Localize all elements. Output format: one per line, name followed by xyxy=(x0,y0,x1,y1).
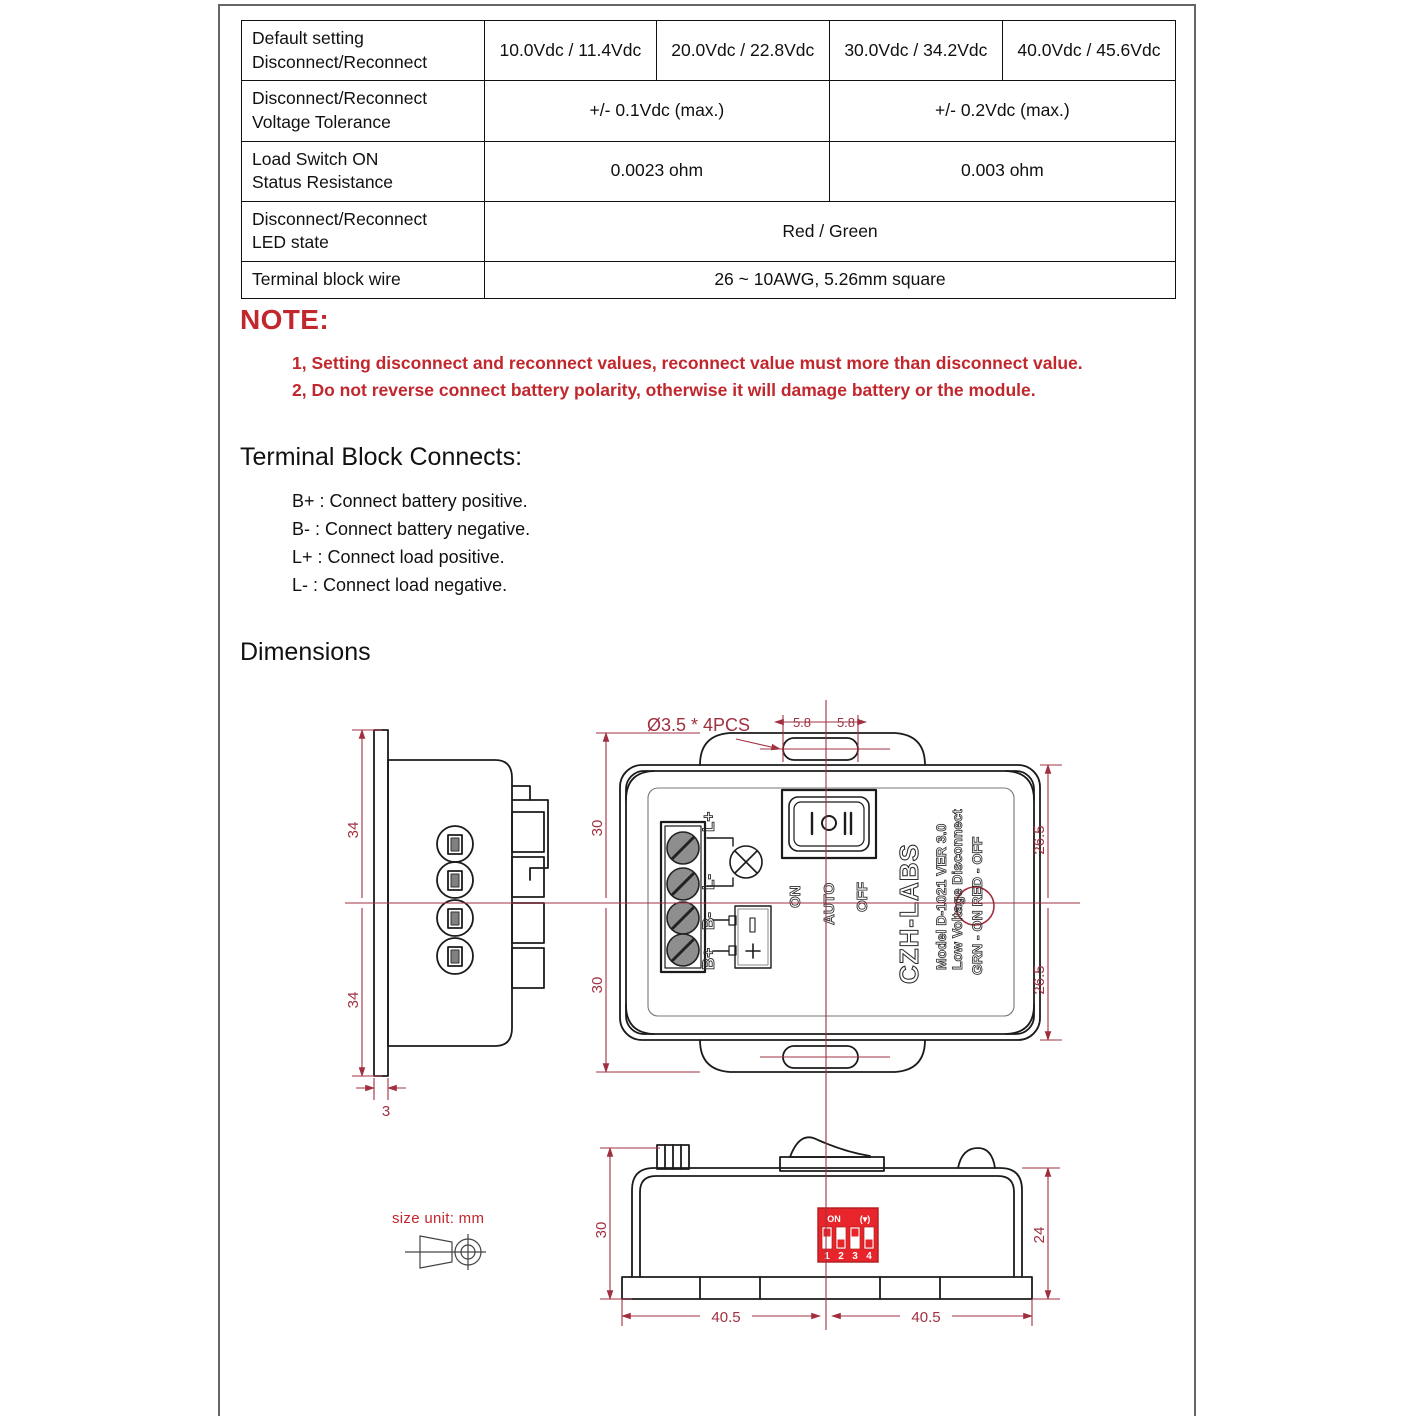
cell-value: Red / Green xyxy=(485,201,1176,261)
note-heading: NOTE: xyxy=(240,304,330,335)
terminal-label: L- xyxy=(699,873,718,890)
list-item: L+ : Connect load positive. xyxy=(292,546,505,567)
switch-label-on: ON xyxy=(787,885,804,908)
brand-label: CZH-LABS xyxy=(894,843,924,984)
note-item: 2, Do not reverse connect battery polarity, otherwise it will damage battery or the module. xyxy=(292,380,1036,401)
terminal-block-heading: Terminal Block Connects: xyxy=(240,443,523,471)
terminal-label: B- xyxy=(699,912,718,930)
dim-front-height-right: 24 xyxy=(1031,1226,1048,1244)
note-item: 1, Setting disconnect and reconnect values, reconnect value must more than disconnect value. xyxy=(292,353,1083,373)
dip-number: 2 xyxy=(838,1251,844,1262)
dip-switch xyxy=(818,1208,878,1262)
cell-value: 0.0023 ohm xyxy=(485,141,830,201)
row-label-line1: Terminal block wire xyxy=(252,269,401,289)
dimensions-heading: Dimensions xyxy=(240,638,371,666)
cell-value: +/- 0.2Vdc (max.) xyxy=(829,81,1175,141)
cell-value: 0.003 ohm xyxy=(829,141,1175,201)
dim-top-left-lower: 30 xyxy=(589,976,606,994)
dim-front-width-left: 40.5 xyxy=(711,1309,741,1326)
dip-number: 3 xyxy=(852,1251,858,1262)
hole-note: Ø3.5 * 4PCS xyxy=(647,715,751,735)
row-label-line2: Voltage Tolerance xyxy=(252,111,391,132)
dim-front-width-right: 40.5 xyxy=(911,1309,941,1326)
first-angle-projection-symbol xyxy=(405,1234,486,1270)
dim-slot-left: 5.8 xyxy=(792,715,812,730)
product-label: Low Voltage Disconnect xyxy=(949,809,965,970)
dim-slot-right: 5.8 xyxy=(836,715,856,730)
row-label-line1: Disconnect/Reconnect xyxy=(252,208,428,229)
dip-on-label: ON xyxy=(827,1214,841,1224)
row-label-line2: Status Resistance xyxy=(252,172,394,193)
dim-top-right-upper: 26.5 xyxy=(1031,825,1048,855)
dip-number: 4 xyxy=(866,1251,872,1262)
cell-value: +/- 0.1Vdc (max.) xyxy=(485,81,830,141)
row-label-line2: LED state xyxy=(252,232,329,253)
dimension-texts xyxy=(345,715,1048,1326)
row-label-line1: Load Switch ON xyxy=(252,148,379,169)
cell-value: 40.0Vdc / 45.6Vdc xyxy=(1002,21,1175,81)
cell-value: 10.0Vdc / 11.4Vdc xyxy=(485,21,657,81)
dip-number: 1 xyxy=(824,1251,830,1262)
dip-arrow-label: (▾) xyxy=(859,1214,871,1224)
terminal-label: L+ xyxy=(699,811,718,832)
led-legend-label: GRN - ON RED - OFF xyxy=(969,836,985,975)
dim-top-left-upper: 30 xyxy=(589,819,606,837)
list-item: B- : Connect battery negative. xyxy=(292,518,531,539)
row-label-line1: Default setting xyxy=(252,28,364,48)
size-unit-note: size unit: mm xyxy=(392,1210,485,1227)
dim-side-top: 34 xyxy=(345,821,362,839)
cell-value: 20.0Vdc / 22.8Vdc xyxy=(656,21,829,81)
dim-flange-thickness: 3 xyxy=(381,1103,391,1120)
silkscreen xyxy=(699,809,985,984)
cell-value: 30.0Vdc / 34.2Vdc xyxy=(829,21,1002,81)
row-label-line1: Disconnect/Reconnect xyxy=(252,88,428,109)
list-item: B+ : Connect battery positive. xyxy=(292,491,528,511)
switch-label-auto: AUTO xyxy=(821,882,838,925)
dim-top-right-lower: 26.5 xyxy=(1031,965,1048,995)
switch-label-off: OFF xyxy=(854,882,871,912)
dim-front-height-left: 30 xyxy=(593,1221,610,1239)
cell-value: 26 ~ 10AWG, 5.26mm square xyxy=(485,262,1176,299)
dimension-annotations xyxy=(345,700,1080,1330)
row-label-line2: Disconnect/Reconnect xyxy=(252,51,428,72)
dim-side-bottom: 34 xyxy=(345,991,362,1009)
model-label: Model D-1021 VER 3.0 xyxy=(933,823,949,970)
terminal-label: B+ xyxy=(699,947,718,970)
list-item: L- : Connect load negative. xyxy=(292,574,508,595)
